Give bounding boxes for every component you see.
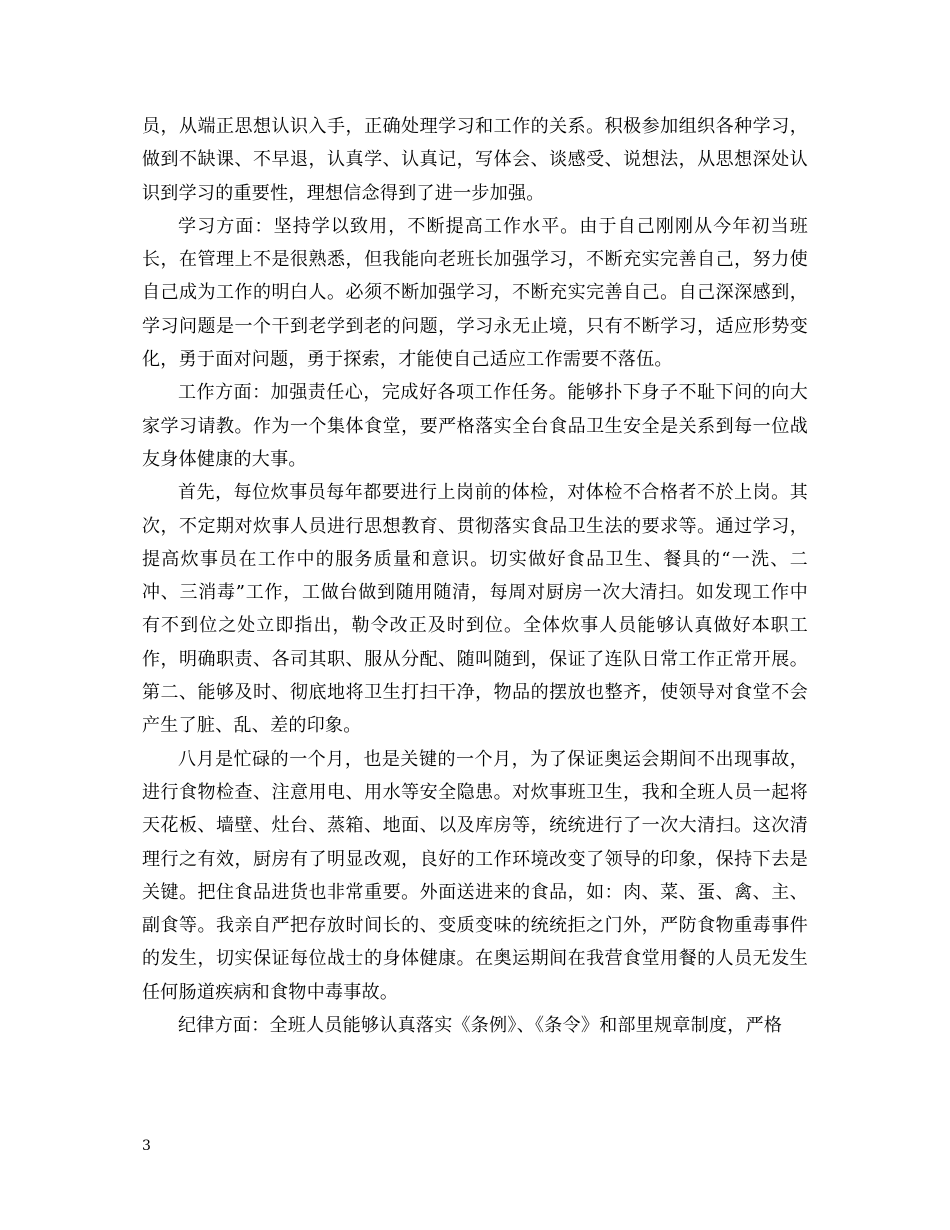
paragraph-work: 工作方面：加强责任心，完成好各项工作任务。能够扑下身子不耻下问的向大家学习请教。作为一个集体食堂，要严格落实全台食品卫生安全是关系到每一位战友身体健康的大事。	[142, 382, 808, 470]
paragraph-discipline: 纪律方面：全班人员能够认真落实《条例》、《条令》和部里规章制度，严格	[178, 1015, 783, 1037]
page-number: 3	[142, 1138, 151, 1154]
paragraph-1: 员，从端正思想认识入手，正确处理学习和工作的关系。积极参加组织各种学习，做到不缺课、不早退，认真学、认真记，写体会、谈感受、说想法，从思想深处认识到学习的重要性，理想信念得到了进一步加强。	[142, 116, 808, 204]
document-body	[142, 110, 808, 1042]
paragraph-august: 八月是忙碌的一个月，也是关键的一个月，为了保证奥运会期间不出现事故，进行食物检查、注意用电、用水等安全隐患。对炊事班卫生，我和全班人员一起将天花板、墙壁、灶台、蒸箱、地面、以及库房等，统统进行了一次大清扫。这次清理行之有效，厨房有了明显改观，良好的工作环境改变了领导的印象，保持下去是关键。把住食品进货也非常重要。外面送进来的食品，如：肉、菜、蛋、禽、主、副食等。我亲自严把存放时间长的、变质变味的统统拒之门外，严防食物重毒事件的发生，切实保证每位战士的身体健康。在奥运期间在我营食堂用餐的人员无发生任何肠道疾病和食物中毒事故。	[142, 748, 808, 1003]
paragraph-first: 首先，每位炊事员每年都要进行上岗前的体检，对体检不合格者不於上岗。其次，不定期对炊事人员进行思想教育、贯彻落实食品卫生法的要求等。通过学习，提高炊事员在工作中的服务质量和意识。切实做好食品卫生、餐具的“一洗、二冲、三消毒”工作，工做台做到随用随清，每周对厨房一次大清扫。如发现工作中有不到位之处立即指出，勒令改正及时到位。全体炊事人员能够认真做好本职工作，明确职责、各司其职、服从分配、随叫随到，保证了连队日常工作正常开展。第二、能够及时、彻底地将卫生打扫干净，物品的摆放也整齐，使领导对食堂不会产生了脏、乱、差的印象。	[142, 482, 808, 737]
paragraph-study: 学习方面：坚持学以致用，不断提高工作水平。由于自己刚刚从今年初当班长，在管理上不是很熟悉，但我能向老班长加强学习，不断充实完善自己，努力使自己成为工作的明白人。必须不断加强学习，不断充实完善自己。自己深深感到，学习问题是一个干到老学到老的问题，学习永无止境，只有不断学习，适应形势变化，勇于面对问题，勇于探索，才能使自己适应工作需要不落伍。	[142, 215, 808, 371]
